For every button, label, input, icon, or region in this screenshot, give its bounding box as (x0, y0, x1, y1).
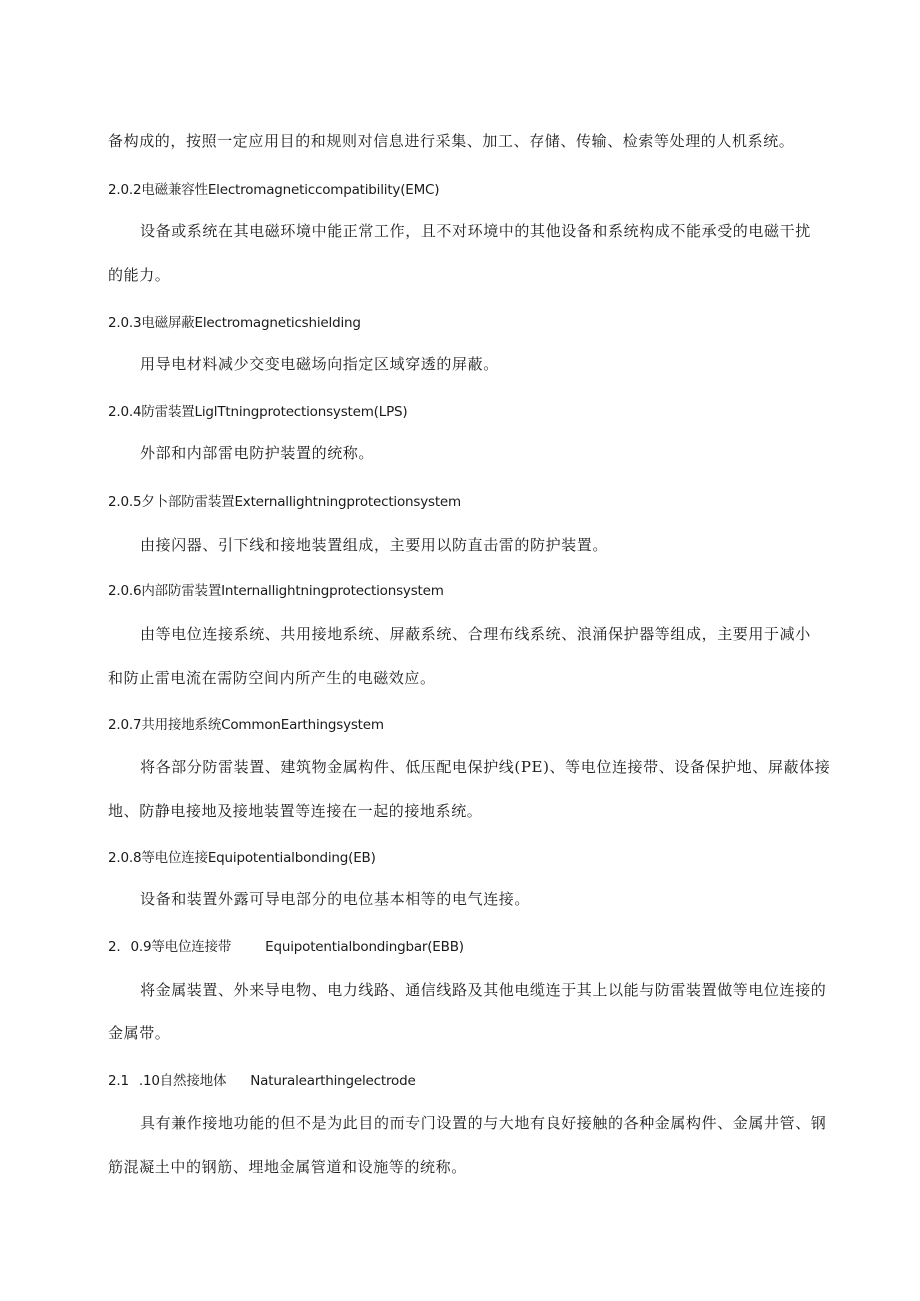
paragraph-line: 将各部分防雷装置、建筑物金属构件、低压配电保护线(PE)、等电位连接带、设备保护地、屏蔽体接 (140, 758, 831, 776)
section-heading-2-0-5: 2.0.5夕卜部防雷装置Externallightningprotectionsystem (108, 494, 461, 510)
section-heading-2-0-3: 2.0.3电磁屏蔽Electromagneticshielding (108, 315, 361, 331)
paragraph-line: 将金属装置、外来导电物、电力线路、通信线路及其他电缆连于其上以能与防雷装置做等电位连接的 (140, 981, 827, 999)
paragraph-line: 和防止雷电流在需防空间内所产生的电磁效应。 (108, 669, 436, 687)
paragraph-line: 备构成的，按照一定应用目的和规则对信息进行采集、加工、存储、传输、检索等处理的人机系统。 (108, 132, 795, 150)
paragraph-line: 的能力。 (108, 266, 171, 284)
heading-number: 2.1 (108, 1073, 129, 1089)
paragraph-line: 设备和装置外露可导电部分的电位基本相等的电气连接。 (140, 890, 531, 908)
section-heading-2-0-8: 2.0.8等电位连接Equipotentialbonding(EB) (108, 850, 376, 866)
paragraph-line: 地、防静电接地及接地装置等连接在一起的接地系统。 (108, 802, 483, 820)
paragraph-line: 具有兼作接地功能的但不是为此目的而专门设置的与大地有良好接触的各种金属构件、金属井管、钢 (140, 1114, 827, 1132)
heading-term: Naturalearthingelectrode (250, 1073, 416, 1089)
heading-term: Equipotentialbondingbar(EBB) (265, 939, 464, 955)
heading-number: 2. (108, 939, 121, 955)
section-heading-2-0-4: 2.0.4防雷装置LiglTtningprotectionsystem(LPS) (108, 404, 408, 420)
paragraph-line: 金属带。 (108, 1024, 171, 1042)
section-heading-2-0-6: 2.0.6内部防雷装置Internallightningprotectionsystem (108, 583, 444, 599)
paragraph-line: 设备或系统在其电磁环境中能正常工作，且不对环境中的其他设备和系统构成不能承受的电磁干扰 (140, 222, 811, 240)
paragraph-line: 筋混凝土中的钢筋、埋地金属管道和设施等的统称。 (108, 1158, 467, 1176)
paragraph-line: 由等电位连接系统、共用接地系统、屏蔽系统、合理布线系统、浪涌保护器等组成，主要用于减小 (140, 625, 811, 643)
heading-label: 0.9等电位连接带 (130, 939, 232, 955)
paragraph-line: 用导电材料减少交变电磁场向指定区域穿透的屏蔽。 (140, 355, 499, 373)
section-heading-2-0-7: 2.0.7共用接地系统CommonEarthingsystem (108, 717, 384, 733)
heading-label: .10自然接地体 (138, 1073, 227, 1089)
section-heading-2-0-9 (108, 935, 464, 955)
paragraph-line: 外部和内部雷电防护装置的统称。 (140, 444, 375, 462)
paragraph-line: 由接闪器、引下线和接地装置组成，主要用以防直击雷的防护装置。 (140, 536, 609, 554)
section-heading-2-1-10 (108, 1069, 416, 1089)
section-heading-2-0-2: 2.0.2电磁兼容性Electromagneticcompatibility(EMC) (108, 182, 440, 198)
